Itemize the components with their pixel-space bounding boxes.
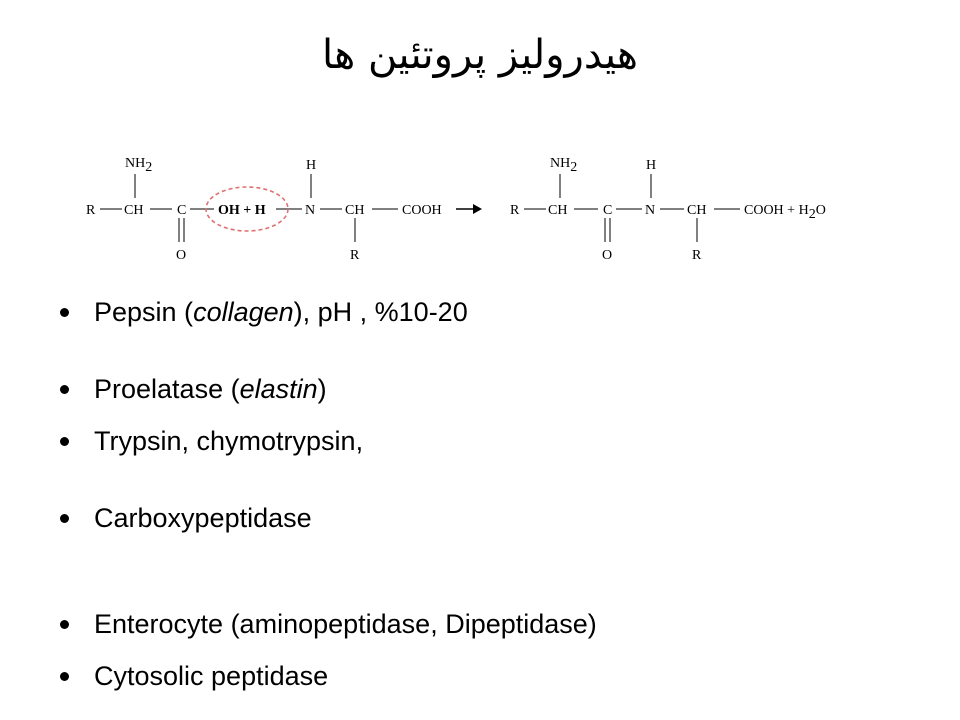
carbonyl-carbon: C (177, 203, 187, 218)
alpha-carbon-2: CH (687, 203, 707, 218)
carboxyl-and-water: COOH + H2O (744, 203, 826, 222)
alpha-carbon: CH (548, 203, 568, 218)
alpha-carbon-2: CH (345, 203, 365, 218)
r-group-left: R (510, 203, 520, 218)
r-group-left: R (86, 203, 96, 218)
product-structure (510, 156, 826, 263)
amide-hydrogen: H (306, 158, 317, 173)
bullet-text: Carboxypeptidase (94, 503, 312, 533)
carbonyl-oxygen: O (176, 248, 187, 263)
reactant-structure (86, 156, 442, 263)
r-group-bottom: R (350, 248, 360, 263)
r-group-bottom: R (692, 248, 702, 263)
bullet-text: Proelatase (elastin) (94, 374, 327, 404)
bullet-icon (60, 514, 69, 523)
bullet-text: Enterocyte (aminopeptidase, Dipeptidase) (94, 609, 597, 639)
carbonyl-carbon: C (603, 203, 613, 218)
bullet-icon (60, 308, 69, 317)
bullet-text: Pepsin (collagen), pH , %10-20 (94, 297, 468, 327)
bullet-icon (60, 385, 69, 394)
bullet-text: Cytosolic peptidase (94, 661, 329, 691)
amine-label: NH2 (125, 156, 153, 175)
bullet-icon (60, 620, 69, 629)
carboxyl-group: COOH (402, 203, 442, 218)
amide-nitrogen: N (305, 203, 316, 218)
peptide-hydrolysis-reaction (80, 150, 860, 265)
carbonyl-oxygen: O (602, 248, 613, 263)
slide-title: هیدرولیز پروتئین ها (321, 32, 639, 78)
alpha-carbon: CH (124, 203, 144, 218)
bullet-text: Trypsin, chymotrypsin, (94, 426, 364, 456)
bullet-icon (60, 437, 69, 446)
amide-nitrogen: N (645, 203, 656, 218)
oh-plus-h: OH + H (218, 203, 266, 218)
amide-hydrogen: H (646, 158, 657, 173)
reaction-arrow (456, 204, 482, 214)
bullet-icon (60, 672, 69, 681)
amine-label: NH2 (550, 156, 578, 175)
